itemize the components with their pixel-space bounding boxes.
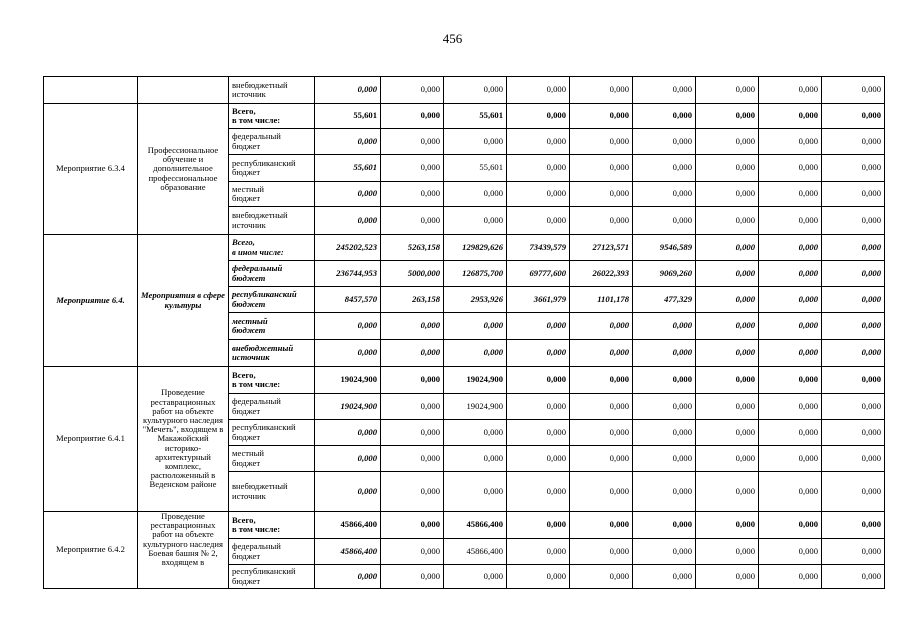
funding-source: Всего, в том числе: <box>229 512 315 539</box>
value-cell: 5000,000 <box>381 261 444 287</box>
value-cell: 0,000 <box>633 104 696 129</box>
value-cell: 0,000 <box>507 207 570 235</box>
value-cell: 0,000 <box>696 235 759 261</box>
value-cell: 0,000 <box>759 235 822 261</box>
funding-source: Всего, в ином числе: <box>229 235 315 261</box>
value-cell: 0,000 <box>444 313 507 340</box>
funding-source: Всего, в том числе: <box>229 104 315 129</box>
value-cell: 0,000 <box>507 77 570 104</box>
value-cell: 0,000 <box>381 512 444 539</box>
value-cell: 0,000 <box>570 565 633 589</box>
value-cell: 0,000 <box>822 512 885 539</box>
value-cell: 0,000 <box>507 394 570 420</box>
table-row <box>44 77 885 104</box>
value-cell: 0,000 <box>444 340 507 367</box>
value-cell: 5263,158 <box>381 235 444 261</box>
value-cell: 73439,579 <box>507 235 570 261</box>
value-cell: 0,000 <box>570 446 633 472</box>
value-cell: 27123,571 <box>570 235 633 261</box>
value-cell: 0,000 <box>633 512 696 539</box>
value-cell: 0,000 <box>696 367 759 394</box>
value-cell: 0,000 <box>696 394 759 420</box>
value-cell: 263,158 <box>381 287 444 313</box>
value-cell: 0,000 <box>381 539 444 565</box>
value-cell: 0,000 <box>696 261 759 287</box>
value-cell: 0,000 <box>696 104 759 129</box>
value-cell: 0,000 <box>633 182 696 207</box>
value-cell: 0,000 <box>759 539 822 565</box>
value-cell: 0,000 <box>570 367 633 394</box>
activity-code <box>44 77 138 104</box>
value-cell: 0,000 <box>444 565 507 589</box>
value-cell: 0,000 <box>633 129 696 155</box>
value-cell: 19024,900 <box>315 367 381 394</box>
value-cell: 0,000 <box>315 340 381 367</box>
value-cell: 0,000 <box>696 77 759 104</box>
value-cell: 45866,400 <box>315 539 381 565</box>
value-cell: 0,000 <box>381 313 444 340</box>
value-cell: 0,000 <box>822 207 885 235</box>
value-cell: 126875,700 <box>444 261 507 287</box>
value-cell: 0,000 <box>507 155 570 182</box>
value-cell: 0,000 <box>507 340 570 367</box>
budget-table <box>43 76 885 589</box>
value-cell: 0,000 <box>315 446 381 472</box>
value-cell: 0,000 <box>696 472 759 512</box>
value-cell: 0,000 <box>696 287 759 313</box>
funding-source: республиканский бюджет <box>229 420 315 446</box>
value-cell: 0,000 <box>822 340 885 367</box>
activity-name <box>138 77 229 104</box>
value-cell: 0,000 <box>822 420 885 446</box>
activity-name: Проведение реставрационных работ на объекте культурного наследия Боевая башня № 2, входящем в <box>138 512 229 589</box>
value-cell: 0,000 <box>696 565 759 589</box>
value-cell: 0,000 <box>315 420 381 446</box>
value-cell: 19024,900 <box>444 367 507 394</box>
page-number: 456 <box>442 31 463 46</box>
value-cell: 0,000 <box>570 512 633 539</box>
value-cell: 0,000 <box>570 104 633 129</box>
funding-source: внебюджетный источник <box>229 340 315 367</box>
value-cell: 0,000 <box>570 539 633 565</box>
funding-source: федеральный бюджет <box>229 129 315 155</box>
value-cell: 0,000 <box>633 565 696 589</box>
value-cell: 0,000 <box>381 340 444 367</box>
value-cell: 0,000 <box>507 313 570 340</box>
value-cell: 236744,953 <box>315 261 381 287</box>
value-cell: 0,000 <box>315 182 381 207</box>
table-row <box>44 367 885 394</box>
value-cell: 0,000 <box>570 313 633 340</box>
value-cell: 0,000 <box>444 207 507 235</box>
value-cell: 0,000 <box>822 182 885 207</box>
value-cell: 0,000 <box>315 565 381 589</box>
value-cell: 0,000 <box>822 313 885 340</box>
value-cell: 0,000 <box>381 394 444 420</box>
value-cell: 26022,393 <box>570 261 633 287</box>
value-cell: 0,000 <box>381 129 444 155</box>
value-cell: 19024,900 <box>444 394 507 420</box>
value-cell: 1101,178 <box>570 287 633 313</box>
value-cell: 0,000 <box>381 207 444 235</box>
value-cell: 0,000 <box>822 129 885 155</box>
value-cell: 0,000 <box>381 77 444 104</box>
funding-source: местный бюджет <box>229 182 315 207</box>
value-cell: 0,000 <box>381 367 444 394</box>
value-cell: 0,000 <box>570 77 633 104</box>
value-cell: 0,000 <box>696 446 759 472</box>
value-cell: 55,601 <box>444 155 507 182</box>
value-cell: 0,000 <box>633 207 696 235</box>
funding-source: местный бюджет <box>229 313 315 340</box>
value-cell: 0,000 <box>381 420 444 446</box>
value-cell: 45866,400 <box>444 512 507 539</box>
funding-source: федеральный бюджет <box>229 539 315 565</box>
value-cell: 129829,626 <box>444 235 507 261</box>
value-cell: 0,000 <box>759 104 822 129</box>
value-cell: 0,000 <box>633 155 696 182</box>
value-cell: 0,000 <box>822 446 885 472</box>
value-cell: 0,000 <box>315 313 381 340</box>
value-cell: 0,000 <box>759 420 822 446</box>
value-cell: 0,000 <box>696 420 759 446</box>
value-cell: 0,000 <box>759 313 822 340</box>
value-cell: 0,000 <box>633 367 696 394</box>
value-cell: 9546,589 <box>633 235 696 261</box>
value-cell: 0,000 <box>759 565 822 589</box>
funding-source: внебюджетный источник <box>229 207 315 235</box>
value-cell: 0,000 <box>822 394 885 420</box>
value-cell: 0,000 <box>315 129 381 155</box>
value-cell: 0,000 <box>633 394 696 420</box>
value-cell: 0,000 <box>381 155 444 182</box>
value-cell: 0,000 <box>381 446 444 472</box>
value-cell: 0,000 <box>444 129 507 155</box>
value-cell: 0,000 <box>570 155 633 182</box>
value-cell: 0,000 <box>570 182 633 207</box>
activity-name: Профессиональное обучение и дополнительное профессиональное образование <box>138 104 229 235</box>
value-cell: 0,000 <box>822 235 885 261</box>
funding-source: федеральный бюджет <box>229 261 315 287</box>
value-cell: 8457,570 <box>315 287 381 313</box>
value-cell: 0,000 <box>444 182 507 207</box>
activity-code: Мероприятие 6.3.4 <box>44 104 138 235</box>
value-cell: 0,000 <box>696 512 759 539</box>
value-cell: 0,000 <box>696 340 759 367</box>
value-cell: 0,000 <box>633 313 696 340</box>
value-cell: 0,000 <box>759 472 822 512</box>
value-cell: 0,000 <box>822 539 885 565</box>
value-cell: 0,000 <box>822 155 885 182</box>
value-cell: 0,000 <box>507 182 570 207</box>
table-row <box>44 104 885 129</box>
funding-source: федеральный бюджет <box>229 394 315 420</box>
value-cell: 0,000 <box>759 446 822 472</box>
value-cell: 0,000 <box>759 129 822 155</box>
value-cell: 0,000 <box>696 155 759 182</box>
value-cell: 2953,926 <box>444 287 507 313</box>
value-cell: 0,000 <box>822 472 885 512</box>
value-cell: 0,000 <box>759 287 822 313</box>
value-cell: 0,000 <box>759 182 822 207</box>
value-cell: 0,000 <box>822 565 885 589</box>
table-row <box>44 512 885 539</box>
value-cell: 0,000 <box>507 129 570 155</box>
value-cell: 0,000 <box>381 182 444 207</box>
value-cell: 3661,979 <box>507 287 570 313</box>
value-cell: 0,000 <box>633 77 696 104</box>
value-cell: 0,000 <box>444 446 507 472</box>
value-cell: 0,000 <box>633 420 696 446</box>
value-cell: 0,000 <box>822 104 885 129</box>
value-cell: 0,000 <box>822 77 885 104</box>
value-cell: 0,000 <box>633 539 696 565</box>
value-cell: 0,000 <box>381 104 444 129</box>
value-cell: 0,000 <box>444 420 507 446</box>
value-cell: 0,000 <box>570 472 633 512</box>
value-cell: 0,000 <box>822 367 885 394</box>
value-cell: 0,000 <box>507 446 570 472</box>
value-cell: 0,000 <box>633 472 696 512</box>
value-cell: 0,000 <box>381 565 444 589</box>
value-cell: 0,000 <box>570 207 633 235</box>
value-cell: 0,000 <box>315 77 381 104</box>
activity-name: Мероприятия в сфере культуры <box>138 235 229 367</box>
value-cell: 0,000 <box>507 472 570 512</box>
value-cell: 0,000 <box>507 367 570 394</box>
value-cell: 0,000 <box>315 472 381 512</box>
value-cell: 0,000 <box>507 420 570 446</box>
funding-source: внебюджетный источник <box>229 472 315 512</box>
value-cell: 0,000 <box>633 446 696 472</box>
value-cell: 0,000 <box>315 207 381 235</box>
value-cell: 0,000 <box>759 155 822 182</box>
funding-source: республиканский бюджет <box>229 287 315 313</box>
value-cell: 55,601 <box>444 104 507 129</box>
value-cell: 0,000 <box>696 207 759 235</box>
value-cell: 0,000 <box>507 539 570 565</box>
value-cell: 0,000 <box>570 394 633 420</box>
value-cell: 69777,600 <box>507 261 570 287</box>
value-cell: 0,000 <box>759 207 822 235</box>
value-cell: 0,000 <box>507 512 570 539</box>
value-cell: 9069,260 <box>633 261 696 287</box>
value-cell: 0,000 <box>444 77 507 104</box>
value-cell: 0,000 <box>444 472 507 512</box>
value-cell: 19024,900 <box>315 394 381 420</box>
value-cell: 0,000 <box>759 512 822 539</box>
value-cell: 0,000 <box>696 539 759 565</box>
value-cell: 0,000 <box>570 340 633 367</box>
table-row <box>44 235 885 261</box>
funding-source: внебюджетный источник <box>229 77 315 104</box>
value-cell: 0,000 <box>759 394 822 420</box>
value-cell: 0,000 <box>570 129 633 155</box>
value-cell: 0,000 <box>507 565 570 589</box>
activity-code: Мероприятие 6.4. <box>44 235 138 367</box>
value-cell: 0,000 <box>570 420 633 446</box>
value-cell: 55,601 <box>315 155 381 182</box>
value-cell: 0,000 <box>759 77 822 104</box>
funding-source: местный бюджет <box>229 446 315 472</box>
value-cell: 0,000 <box>507 104 570 129</box>
value-cell: 0,000 <box>822 261 885 287</box>
value-cell: 0,000 <box>822 287 885 313</box>
activity-name: Проведение реставрационных работ на объекте культурного наследия "Мечеть", входящем в Макажойский историко-архитектурный комплекс, расположенный в Веденском районе <box>138 367 229 512</box>
value-cell: 0,000 <box>759 340 822 367</box>
activity-code: Мероприятие 6.4.2 <box>44 512 138 589</box>
funding-source: Всего, в том числе: <box>229 367 315 394</box>
value-cell: 45866,400 <box>315 512 381 539</box>
value-cell: 0,000 <box>696 182 759 207</box>
value-cell: 477,329 <box>633 287 696 313</box>
value-cell: 0,000 <box>696 313 759 340</box>
value-cell: 0,000 <box>381 472 444 512</box>
funding-source: республиканский бюджет <box>229 565 315 589</box>
value-cell: 55,601 <box>315 104 381 129</box>
activity-code: Мероприятие 6.4.1 <box>44 367 138 512</box>
value-cell: 0,000 <box>759 261 822 287</box>
value-cell: 45866,400 <box>444 539 507 565</box>
value-cell: 0,000 <box>633 340 696 367</box>
funding-source: республиканский бюджет <box>229 155 315 182</box>
value-cell: 245202,523 <box>315 235 381 261</box>
value-cell: 0,000 <box>759 367 822 394</box>
value-cell: 0,000 <box>696 129 759 155</box>
